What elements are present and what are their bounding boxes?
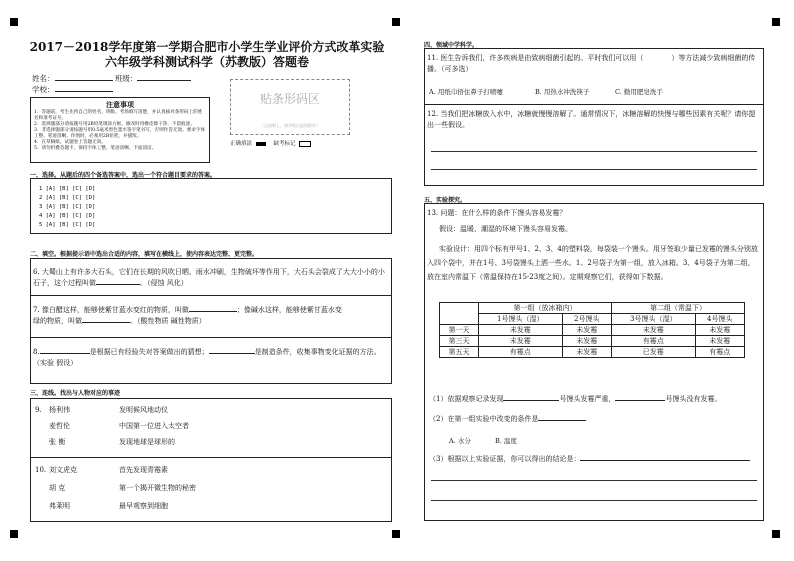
sub2-choice-a[interactable]: A. 水分 — [449, 437, 471, 445]
sub-question-1: （1）依据观察记录发现 号馒头发霉严重， 号馒头没有发霉。 — [429, 395, 722, 403]
answer-row[interactable]: 2 [A] [B] [C] [D] — [39, 195, 96, 201]
table-row: 第一天 未发霉 未发霉 未发霉 未发霉 — [440, 325, 745, 336]
q9-person[interactable]: 张 衡 — [49, 438, 66, 446]
notice-item: 5．请勿折叠答题卡，保持字体工整、笔迹清晰、卡面清洁。 — [34, 146, 157, 151]
notice-item: 3．非选择题部分请按题号用0.5毫米黑色墨水签字笔书写，否则作答无效。要求字体工整、笔迹清晰。作图时，必须用2B铅笔，并描浓。 — [34, 128, 206, 139]
answer-row[interactable]: 1 [A] [B] [C] [D] — [39, 186, 96, 192]
question-8: 8. 是根据已有经验失对答案做出的猜想； 是制造条件，收集事物变化证据的方法。（实验 假设） — [33, 348, 381, 367]
corner-mark-bottom-mid — [392, 530, 400, 538]
fill-legend: 正确填涂 缺考标记 — [230, 140, 311, 148]
sub-question-2: （2）在第一组实验中改变的条件是 — [429, 414, 586, 425]
table-row: 第五天 有霉点 未发霉 已发霉 有霉点 — [440, 347, 745, 358]
answer-row[interactable]: 3 [A] [B] [C] [D] — [39, 204, 96, 210]
question-11: 11. 医生告诉我们，许多疾病是由致病细菌引起的。平时我们可以用（ ）等方法减少致病细菌的传播。（可多选） — [427, 54, 756, 73]
q10-person[interactable]: 弗莱明 — [49, 502, 70, 510]
sub2-choice-b[interactable]: B. 温度 — [495, 437, 517, 445]
sub3-blank[interactable] — [580, 460, 750, 461]
answer-row[interactable]: 4 [A] [B] [C] [D] — [39, 213, 96, 219]
observation-table — [439, 302, 745, 358]
q10-deed[interactable]: 首先发现青霉素 — [119, 466, 168, 474]
sub1-blank-1[interactable] — [503, 400, 559, 401]
column-header: 3号馒头（湿） — [611, 314, 695, 325]
table-row: 第三天 未发霉 未发霉 有霉点 未发霉 — [440, 336, 745, 347]
sub1-blank-2[interactable] — [615, 400, 665, 401]
section4-box — [424, 48, 764, 186]
section2-heading: 二、填空。根据提示语中选出合适的内容，填写在横线上，使内容表达完整、更完整。 — [30, 251, 259, 258]
corner-mark-bottom-left — [10, 530, 18, 538]
question-12: 12. 当我们把冰糖放入水中，冰糖就慢慢溶解了。通常情况下，冰糖溶解的快慢与哪些因素有关呢？请你提出一些假设。 — [427, 110, 756, 129]
q13-design: 实验设计：用四个标有甲号1、2、3、4的塑料袋，每袋装一个馒头。用牙签取少量已发霉的馒头分别放入四个袋中，并在1号、3号袋馒头上洒一些水。1、2号袋子为第一组，放入冰箱。3、4号袋子为第二组，放在室内常温下（常温保持在15-23度之间）。定期观察它们，获得如下数据。 — [427, 245, 758, 281]
q11-choice-b[interactable]: B. 用热水冲洗筷子 — [535, 88, 590, 96]
corner-mark-top-mid — [392, 18, 400, 26]
section5-heading: 五、实验探究。 — [424, 197, 467, 204]
q9-deed[interactable]: 发明候风地动仪 — [119, 406, 168, 414]
answer-line[interactable] — [431, 151, 757, 152]
answer-line[interactable] — [431, 480, 757, 481]
section4-heading: 四、领域中学科学。 — [424, 42, 479, 49]
corner-mark-top-right — [772, 18, 780, 26]
question-6: 6. 大蜀山上有许多大石头，它们在长期的风吹日晒、雨水冲刷，生物破坏等作用下，大石头会裂成了大大小小的小石子，这个过程叫做 。（侵蚀 风化） — [33, 268, 385, 287]
q11-choice-c[interactable]: C. 勤用肥皂洗手 — [615, 88, 663, 96]
column-header: 2号馒头 — [562, 314, 611, 325]
notice-box — [30, 97, 210, 163]
answer-line[interactable] — [431, 169, 757, 170]
choice-answer-box — [30, 178, 392, 234]
q8-blank-1[interactable] — [40, 353, 90, 354]
corner-mark-bottom-right — [772, 530, 780, 538]
q9-person[interactable]: 杨利伟 — [49, 406, 70, 414]
school-field[interactable]: 学校： — [32, 85, 113, 95]
q8-blank-2[interactable] — [209, 353, 255, 354]
q9-person[interactable]: 麦哲伦 — [49, 422, 70, 430]
barcode-note: （正面朝上，请勿贴出虚线框外） — [260, 123, 320, 128]
notice-item: 2．选择题部分请按题号用2B铅笔填涂方框，修改时用橡皮擦干净，不留痕迹。 — [34, 122, 195, 127]
name-field[interactable]: 姓名： 班级： — [32, 74, 191, 84]
q10-person[interactable]: 刘文虎克 — [49, 466, 77, 474]
q6-blank[interactable] — [96, 284, 140, 285]
q7-blank-2[interactable] — [82, 322, 130, 323]
group2-header: 第二组（常温下） — [611, 303, 744, 314]
question-7: 7. 像白醋这样，能够使紫甘蓝水变红的物质，叫做 ；像碱水这样，能够使紫甘蓝水变 绿的物质，叫做 。（酸性物质 碱性物质） — [33, 306, 342, 325]
q11-choice-a[interactable]: A. 用纸巾捂住鼻子打喷嚏 — [429, 88, 503, 96]
notice-title: 注意事项 — [106, 100, 134, 109]
notice-item: 1．答题前，考生先将自己的姓名、班级、考场填写清楚，并认真核对条形码上的姓名和准考证号。 — [34, 110, 203, 121]
sub-question-3: （3）根据以上实验证据，你可以得出的结论是： — [429, 454, 750, 465]
column-header: 4号馒头 — [695, 314, 744, 325]
corner-mark-top-left — [10, 18, 18, 26]
q10-deed[interactable]: 第一个揭开微生物的秘密 — [119, 484, 196, 492]
exam-title-line2: 六年级学科测试科学（苏教版）答题卷 — [104, 55, 309, 69]
barcode-label: 贴条形码区 — [259, 92, 320, 106]
q10-deed[interactable]: 最早观察到细胞 — [119, 502, 168, 510]
notice-item: 4．在草稿纸、试题卷上答题无效。 — [34, 140, 106, 145]
exam-title-line1: 2017－2018学年度第一学期合肥市小学生学业评价方式改革实验 — [29, 40, 385, 54]
q9-deed[interactable]: 发现地球是球形的 — [119, 438, 175, 446]
q9-deed[interactable]: 中国第一位进入太空者 — [119, 422, 189, 430]
fill-blank-box — [30, 258, 392, 384]
q10-person[interactable]: 胡 克 — [49, 484, 66, 492]
matching-box — [30, 398, 392, 522]
column-header: 1号馒头（湿） — [479, 314, 563, 325]
barcode-area — [230, 79, 350, 135]
q9-number: 9. — [35, 406, 42, 414]
q10-number: 10. — [35, 466, 47, 474]
group1-header: 第一组（放冰箱内） — [479, 303, 612, 314]
q7-blank-1[interactable] — [189, 311, 237, 312]
section5-box — [424, 203, 764, 521]
answer-row[interactable]: 5 [A] [B] [C] [D] — [39, 222, 96, 228]
sub2-blank[interactable] — [538, 420, 586, 421]
section1-heading: 一、选择。从题后的四个备选答案中，选出一个符合题目要求的答案。 — [30, 172, 217, 179]
q13-question: 13. 问题：在什么样的条件下馒头容易发霉？ — [427, 209, 567, 217]
q13-hypothesis: 假设：温暖、潮湿的环境下馒头容易发霉。 — [439, 225, 572, 233]
section3-heading: 三、连线。找出与人物对应的事迹 — [30, 390, 121, 397]
answer-line[interactable] — [431, 500, 757, 501]
